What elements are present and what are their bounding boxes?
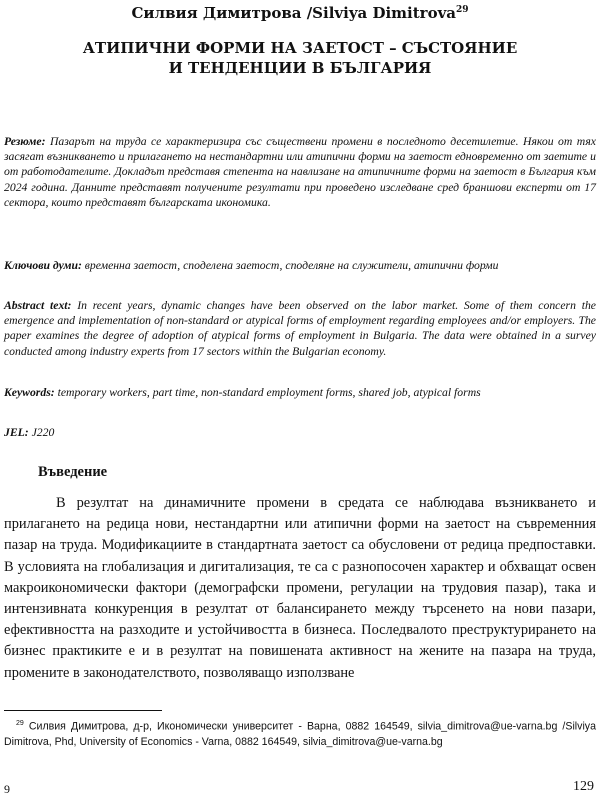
author-name: Силвия Димитрова /Silviya Dimitrova (131, 4, 457, 22)
jel-label: JEL: (4, 426, 29, 439)
author-line (0, 0, 600, 23)
page-number-right: 129 (573, 779, 594, 794)
page-number-left: 9 (4, 782, 10, 796)
author-footnote-mark: 29 (456, 5, 469, 15)
keywords-en-label: Keywords: (4, 386, 55, 399)
abstract-en-label: Abstract text: (4, 299, 72, 312)
footnote-mark: 29 (16, 720, 24, 727)
keywords-bg (4, 258, 596, 273)
abstract-bg-label: Резюме: (4, 135, 46, 148)
keywords-en (4, 385, 596, 400)
abstract-en (4, 298, 596, 359)
keywords-bg-label: Ключови думи: (4, 259, 82, 272)
footnote (4, 716, 596, 751)
keywords-en-text: temporary workers, part time, non-standard employment forms, shared job, atypical forms (57, 386, 481, 399)
abstract-bg (4, 134, 596, 210)
keywords-bg-text: временна заетост, споделена заетост, споделяне на служители, атипични форми (84, 259, 499, 272)
jel-code (4, 425, 596, 440)
title-line-1: АТИПИЧНИ ФОРМИ НА ЗАЕТОСТ – СЪСТОЯНИЕ (82, 39, 518, 57)
intro-paragraph: В резултат на динамичните промени в средата се наблюдава възникването и прилагането на редица нови, нестандартни или атипични форми на заетост на съвременния пазар на труда. Модификациите в стандартната заетост са обусловени от редица предпоставки. В условията на глобализация и дигитализация, те са с разнопосочен характер и обхващат освен макроикономически фактори (демографски промени, регулации на трудовия пазар), така и интензивната конкуренция в резултат от балансирането между търсенето на нови пазари, ефективността на разходите и устойчивостта в бизнеса. Последвалото преструктурирането на бизнес практиките е и в резултат на повишената активност на жените на пазара на труда, промените в законодателството, позволяващо използване (4, 495, 596, 681)
jel-text: J220 (31, 426, 55, 439)
section-heading-introduction: Въведение (38, 464, 108, 480)
title-line-2: И ТЕНДЕНЦИИ В БЪЛГАРИЯ (168, 59, 432, 77)
abstract-bg-text: Пазарът на труда се характеризира със съществени промени в последното десетилетие. Някои от тях засягат възникването и прилагането на нестандартни или атипични форми на заетост едновременно от заетите и от работодателите. Докладът представя степента на навлизане на атипичните форми на заетост в България към 2024 година. Данните представят получените резултати при проведено изследване сред браншови експерти от 17 сектора, които представят българската икономика. (4, 135, 596, 209)
paper-title (0, 38, 600, 78)
footnote-divider (4, 710, 162, 711)
footnote-text: Силвия Димитрова, д-р, Икономически университет - Варна, 0882 164549, silvia_dimitrova@ue-varna.bg /Silviya Dimitrova, Phd, University of Economics - Varna, 0882 164549, silvia_dimitrova@ue-varna.bg (4, 720, 596, 749)
abstract-en-text: In recent years, dynamic changes have been observed on the labor market. Some of them concern the emergence and implementation of non-standard or atypical forms of employment regarding employees and/or employers. The paper examines the degree of adoption of atypical forms of employment in Bulgaria. The data were obtained in a survey conducted among industry experts from 17 sectors within the Bulgarian economy. (4, 299, 596, 358)
